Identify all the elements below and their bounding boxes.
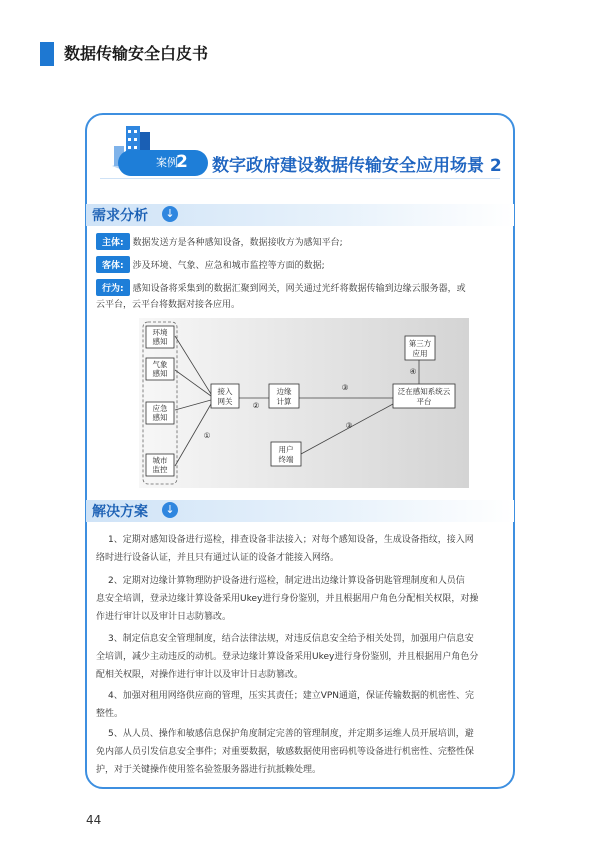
page-number: 44	[86, 813, 102, 827]
p4-line1: 4、加强对租用网络供应商的管理，压实其责任；建立VPN通道，保证传输数据的机密性、完	[108, 691, 475, 701]
node-emergency	[146, 402, 174, 424]
p2-line1: 2、定期对边缘计算物理防护设备进行巡检，制定进出边缘计算设备钥匙管理制度和人员信	[108, 576, 465, 586]
subject-row	[96, 233, 343, 250]
node-edge-line2: 计算	[276, 397, 292, 406]
node-weather	[146, 358, 174, 380]
object-text: 涉及环境、气象、应急和城市监控等方面的数据;	[132, 261, 325, 271]
p3-line2: 全培训，减少主动违反的动机。登录边缘计算设备采用Ukey进行身份鉴别，并且根据用户角色分	[96, 652, 479, 662]
behavior-text-1: 感知设备将采集到的数据汇聚到网关，网关通过光纤将数据传输到边缘云服务器，或	[132, 284, 466, 294]
node-platform	[393, 384, 455, 408]
p4-line2: 整性。	[96, 709, 124, 719]
node-env	[146, 326, 174, 348]
node-city-line1: 城市	[152, 456, 168, 465]
node-city	[146, 454, 174, 476]
p2-line2: 息安全培训，登录边缘计算设备采用Ukey进行身份鉴别，并且根据用户角色分配相关权限，对操	[96, 594, 479, 604]
case-number: 2	[176, 152, 188, 172]
node-weather-line2: 感知	[152, 369, 168, 378]
arrow-down-icon: ↓	[162, 206, 178, 222]
p5-line2: 免内部人员引发信息安全事件；对重要数据，敏感数据使用密码机等设备进行机密性、完整性保	[96, 747, 475, 757]
p3-line3: 配相关权限，对操作进行审计以及审计日志防篡改。	[96, 670, 304, 680]
arrow-down-icon: ↓	[162, 502, 178, 518]
node-edge-line1: 边缘	[276, 387, 292, 396]
subject-text: 数据发送方是各种感知设备，数据接收方为感知平台;	[132, 238, 343, 248]
subject-tag: 主体:	[96, 233, 130, 250]
node-user	[271, 442, 301, 466]
case-badge	[118, 150, 208, 176]
node-emergency-line2: 感知	[152, 413, 168, 422]
node-env-line2: 感知	[152, 337, 168, 346]
p3-line1: 3、制定信息安全管理制度，结合法律法规，对违反信息安全给予相关处罚，加强用户信息安	[108, 634, 474, 644]
node-user-line1: 用户	[278, 445, 294, 454]
behavior-row-2	[96, 297, 240, 310]
marker-3a: ③	[341, 383, 349, 392]
marker-2: ②	[252, 401, 260, 410]
node-third-party	[405, 336, 435, 360]
node-env-line1: 环境	[152, 328, 168, 337]
marker-1: ①	[203, 431, 211, 440]
demand-section-header	[86, 204, 514, 226]
solution-paragraph-3	[96, 630, 508, 684]
node-weather-line1: 气象	[152, 360, 168, 369]
object-row	[96, 256, 325, 273]
header-accent-bar	[40, 42, 54, 66]
object-tag: 客体:	[96, 256, 130, 273]
node-gateway	[211, 384, 239, 408]
document-title: 数据传输安全白皮书	[64, 44, 209, 63]
node-user-line2: 终端	[278, 455, 294, 464]
node-platform-line1: 泛在感知系统云	[397, 387, 451, 396]
behavior-text-2: 云平台，云平台将数据对接各应用。	[96, 300, 241, 310]
architecture-diagram	[139, 318, 469, 488]
case-label: 案例	[156, 156, 178, 169]
solution-paragraph-4	[96, 687, 508, 723]
node-emergency-line1: 应急	[152, 404, 168, 413]
solution-paragraph-1	[96, 531, 508, 567]
node-third-line1: 第三方	[408, 339, 432, 348]
marker-4: ④	[409, 367, 417, 376]
p1-line1: 1、定期对感知设备进行巡检，排查设备非法接入；对每个感知设备，生成设备指纹，接入网	[108, 535, 474, 545]
node-edge	[269, 384, 299, 408]
solution-paragraph-2	[96, 572, 508, 626]
solution-heading: 解决方案	[92, 504, 148, 520]
node-third-line2: 应用	[412, 349, 428, 358]
node-platform-line2: 平台	[416, 397, 432, 406]
p5-line1: 5、从人员、操作和敏感信息保护角度制定完善的管理制度，并定期多运维人员开展培训，避	[108, 729, 474, 739]
p5-line3: 护，对于关键操作使用签名验签服务器进行抗抵赖处理。	[96, 765, 322, 775]
solution-paragraph-5	[96, 725, 508, 779]
p2-line3: 作进行审计以及审计日志防篡改。	[96, 612, 232, 622]
solution-section-header	[86, 500, 514, 522]
node-gateway-line1: 接入	[217, 387, 233, 396]
demand-heading: 需求分析	[92, 208, 148, 224]
behavior-tag: 行为:	[96, 279, 130, 296]
behavior-row	[96, 279, 466, 296]
p1-line2: 络时进行设备认证，并且只有通过认证的设备才能接入网络。	[96, 553, 340, 563]
node-city-line2: 监控	[152, 465, 168, 474]
node-gateway-line2: 网关	[217, 397, 233, 406]
marker-3b: ③	[345, 421, 353, 430]
case-divider	[100, 178, 500, 179]
case-title: 数字政府建设数据传输安全应用场景 2	[212, 156, 502, 176]
